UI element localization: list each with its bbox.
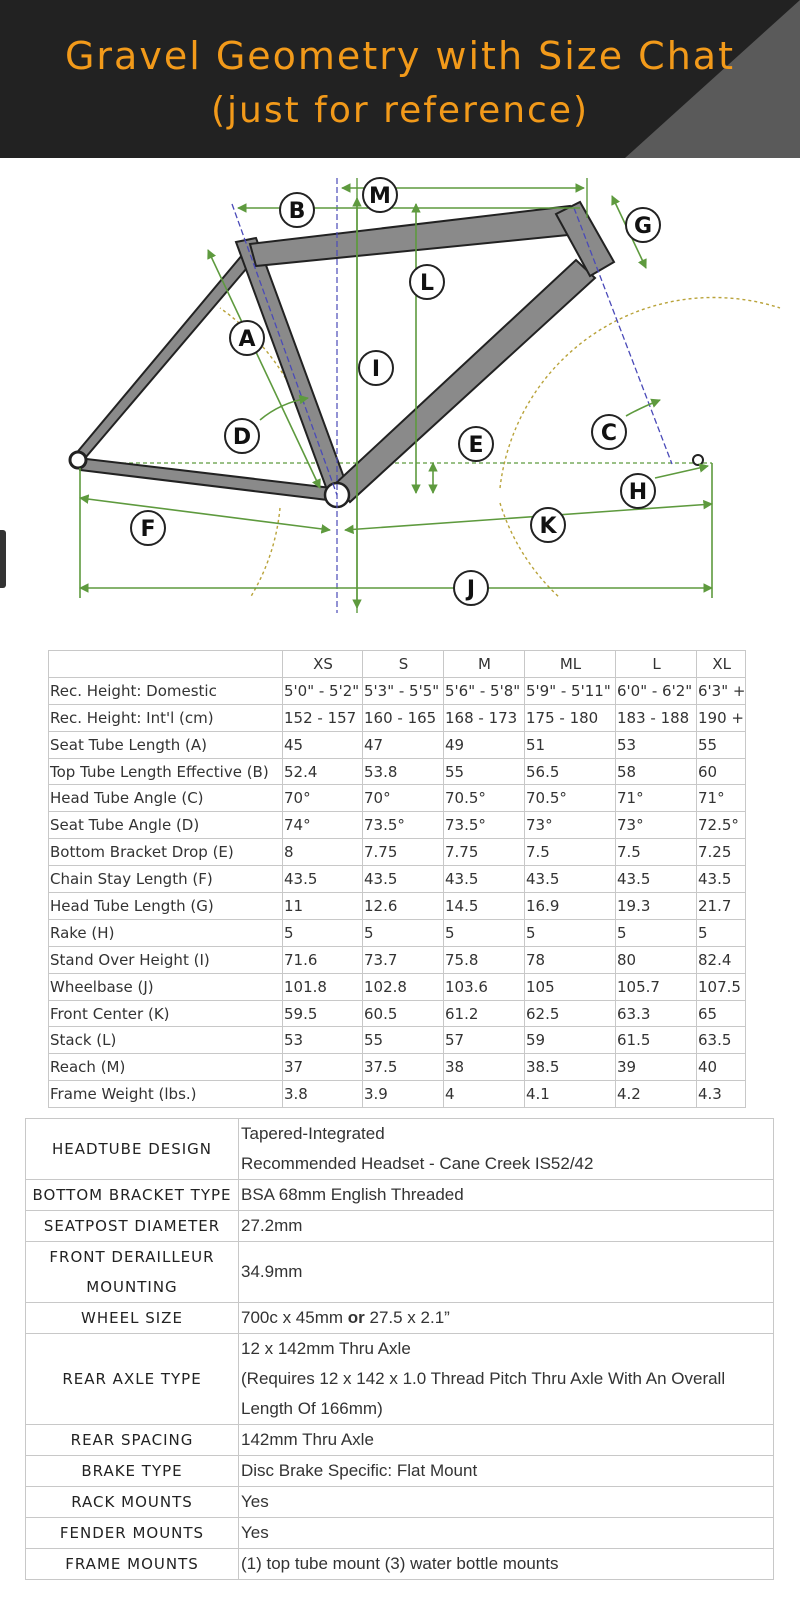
column-header-ml: ML [525, 651, 616, 678]
geometry-row [49, 785, 746, 812]
geometry-row [49, 1081, 746, 1108]
spec-row-seatpost [26, 1211, 774, 1242]
geometry-row [49, 758, 746, 785]
wheel-size-b: 27.5 x 2.1” [364, 1308, 450, 1327]
spec-row-wheel-size [26, 1303, 774, 1334]
geometry-cell: 65 [697, 1000, 746, 1027]
spec-value-rack: Yes [239, 1487, 774, 1518]
spec-key-brake: BRAKE TYPE [26, 1456, 239, 1487]
frame-geometry-diagram [0, 158, 800, 628]
geometry-cell: 70° [283, 785, 363, 812]
seat-tube [236, 238, 350, 498]
geometry-cell: 70.5° [444, 785, 525, 812]
spec-table [25, 1118, 774, 1580]
spec-value-rear-spacing: 142mm Thru Axle [239, 1425, 774, 1456]
geometry-row-label: Chain Stay Length (F) [49, 866, 283, 893]
geometry-cell: 7.75 [363, 839, 444, 866]
geometry-row [49, 1027, 746, 1054]
geometry-cell: 43.5 [444, 866, 525, 893]
geometry-cell: 51 [525, 731, 616, 758]
spec-value-fender: Yes [239, 1518, 774, 1549]
head-tube [556, 202, 614, 276]
geometry-row-label: Top Tube Length Effective (B) [49, 758, 283, 785]
svg-text:J: J [466, 577, 476, 602]
geometry-cell: 61.5 [616, 1027, 697, 1054]
geometry-cell: 175 - 180 [525, 704, 616, 731]
geometry-cell: 73° [616, 812, 697, 839]
headtube-line-2: Recommended Headset - Cane Creek IS52/42 [241, 1154, 594, 1173]
svg-text:A: A [238, 327, 256, 352]
geometry-row-label: Frame Weight (lbs.) [49, 1081, 283, 1108]
rear-axle-line-1: 12 x 142mm Thru Axle [241, 1339, 411, 1358]
geometry-row-label: Stand Over Height (I) [49, 946, 283, 973]
label-e-icon [459, 427, 493, 461]
svg-text:D: D [232, 425, 252, 450]
label-i-icon [359, 351, 393, 385]
spec-value-rear-axle [239, 1334, 774, 1425]
geometry-cell: 6'0" - 6'2" [616, 677, 697, 704]
spec-value-seatpost: 27.2mm [239, 1211, 774, 1242]
geometry-cell: 103.6 [444, 973, 525, 1000]
geometry-cell: 73.7 [363, 946, 444, 973]
label-l-icon [410, 265, 444, 299]
column-header-l: L [616, 651, 697, 678]
svg-text:M: M [369, 184, 391, 209]
spec-key-frame-mounts: FRAME MOUNTS [26, 1549, 239, 1580]
column-header-m: M [444, 651, 525, 678]
geometry-table [48, 650, 746, 1108]
geometry-cell: 11 [283, 893, 363, 920]
spec-key-rack: RACK MOUNTS [26, 1487, 239, 1518]
geometry-row [49, 839, 746, 866]
geometry-cell: 49 [444, 731, 525, 758]
geometry-cell: 62.5 [525, 1000, 616, 1027]
geometry-cell: 52.4 [283, 758, 363, 785]
geometry-cell: 14.5 [444, 893, 525, 920]
geometry-row-label: Head Tube Angle (C) [49, 785, 283, 812]
geometry-row [49, 893, 746, 920]
geometry-cell: 168 - 173 [444, 704, 525, 731]
rear-dropout [70, 452, 86, 468]
geometry-cell: 43.5 [363, 866, 444, 893]
geometry-cell: 7.75 [444, 839, 525, 866]
geometry-cell: 105 [525, 973, 616, 1000]
geometry-cell: 5'9" - 5'11" [525, 677, 616, 704]
geometry-cell: 45 [283, 731, 363, 758]
spec-row-headtube [26, 1119, 774, 1180]
geometry-cell: 43.5 [283, 866, 363, 893]
geometry-row-label: Stack (L) [49, 1027, 283, 1054]
geometry-row [49, 973, 746, 1000]
geometry-row [49, 812, 746, 839]
geometry-cell: 5 [283, 919, 363, 946]
page-subtitle: (just for reference) [210, 90, 590, 131]
geometry-row [49, 677, 746, 704]
spec-value-brake: Disc Brake Specific: Flat Mount [239, 1456, 774, 1487]
geometry-cell: 78 [525, 946, 616, 973]
geometry-cell: 21.7 [697, 893, 746, 920]
geometry-cell: 55 [363, 1027, 444, 1054]
geometry-table-body [49, 677, 746, 1107]
geometry-cell: 70° [363, 785, 444, 812]
geometry-cell: 71° [697, 785, 746, 812]
rear-axle-line-2: (Requires 12 x 142 x 1.0 Thread Pitch Thru Axle With An Overall [241, 1369, 726, 1388]
spec-key-seatpost: SEATPOST DIAMETER [26, 1211, 239, 1242]
spec-value-headtube [239, 1119, 774, 1180]
spec-row-frame-mounts [26, 1549, 774, 1580]
spec-value-wheel-size [239, 1303, 774, 1334]
geometry-cell: 7.25 [697, 839, 746, 866]
geometry-cell: 37.5 [363, 1054, 444, 1081]
label-d-icon [225, 419, 259, 453]
geometry-cell: 7.5 [525, 839, 616, 866]
geometry-cell: 8 [283, 839, 363, 866]
spec-key-fender: FENDER MOUNTS [26, 1518, 239, 1549]
spec-row-bottom-bracket [26, 1180, 774, 1211]
geometry-row-label: Head Tube Length (G) [49, 893, 283, 920]
geometry-row-label: Reach (M) [49, 1054, 283, 1081]
geometry-cell: 80 [616, 946, 697, 973]
geometry-cell: 37 [283, 1054, 363, 1081]
page-title: Gravel Geometry with Size Chat [64, 34, 735, 78]
svg-text:B: B [288, 199, 306, 224]
spec-key-headtube: HEADTUBE DESIGN [26, 1119, 239, 1180]
geometry-cell: 105.7 [616, 973, 697, 1000]
svg-text:H: H [628, 480, 648, 505]
geometry-cell: 53.8 [363, 758, 444, 785]
geometry-cell: 38.5 [525, 1054, 616, 1081]
geometry-row [49, 866, 746, 893]
geometry-row-label: Bottom Bracket Drop (E) [49, 839, 283, 866]
label-f-icon [131, 511, 165, 545]
geometry-row-label: Wheelbase (J) [49, 973, 283, 1000]
geometry-cell: 63.5 [697, 1027, 746, 1054]
geometry-row [49, 1054, 746, 1081]
label-k-icon [531, 508, 565, 542]
geometry-cell: 3.8 [283, 1081, 363, 1108]
geometry-cell: 152 - 157 [283, 704, 363, 731]
front-derailleur-label-2: MOUNTING [86, 1278, 178, 1296]
header-banner [0, 0, 800, 158]
geometry-cell: 3.9 [363, 1081, 444, 1108]
geometry-cell: 55 [444, 758, 525, 785]
geometry-row-label: Rec. Height: Domestic [49, 677, 283, 704]
geometry-cell: 53 [616, 731, 697, 758]
geometry-cell: 16.9 [525, 893, 616, 920]
label-g-icon [626, 208, 660, 242]
geometry-cell: 43.5 [697, 866, 746, 893]
geometry-cell: 5 [697, 919, 746, 946]
geometry-cell: 107.5 [697, 973, 746, 1000]
label-c-icon [592, 415, 626, 449]
spec-row-front-derailleur [26, 1242, 774, 1303]
chain-stay [78, 458, 340, 501]
geometry-cell: 72.5° [697, 812, 746, 839]
geometry-cell: 38 [444, 1054, 525, 1081]
svg-text:F: F [140, 517, 156, 542]
column-header-xs: XS [283, 651, 363, 678]
label-j-icon [454, 571, 488, 605]
svg-text:K: K [539, 514, 557, 539]
geometry-cell: 73.5° [363, 812, 444, 839]
label-m-icon [363, 178, 397, 212]
geometry-cell: 43.5 [525, 866, 616, 893]
bike-frame [74, 202, 614, 502]
geometry-cell: 73.5° [444, 812, 525, 839]
spec-value-frame-mounts: (1) top tube mount (3) water bottle mounts [239, 1549, 774, 1580]
spec-value-bottom-bracket: BSA 68mm English Threaded [239, 1180, 774, 1211]
svg-text:G: G [633, 214, 653, 239]
geometry-cell: 71.6 [283, 946, 363, 973]
geometry-row [49, 919, 746, 946]
front-axle [693, 455, 703, 465]
geometry-cell: 5 [444, 919, 525, 946]
geometry-cell: 61.2 [444, 1000, 525, 1027]
geometry-cell: 4.2 [616, 1081, 697, 1108]
svg-text:I: I [371, 357, 381, 382]
label-b-icon [280, 193, 314, 227]
svg-text:C: C [600, 421, 618, 446]
geometry-cell: 4 [444, 1081, 525, 1108]
spec-row-rear-axle [26, 1334, 774, 1425]
geometry-cell: 160 - 165 [363, 704, 444, 731]
geometry-cell: 57 [444, 1027, 525, 1054]
geometry-cell: 59.5 [283, 1000, 363, 1027]
column-header-s: S [363, 651, 444, 678]
geometry-cell: 82.4 [697, 946, 746, 973]
spec-key-bottom-bracket: BOTTOM BRACKET TYPE [26, 1180, 239, 1211]
geometry-cell: 59 [525, 1027, 616, 1054]
geometry-cell: 7.5 [616, 839, 697, 866]
spec-row-rear-spacing [26, 1425, 774, 1456]
geometry-cell: 12.6 [363, 893, 444, 920]
geometry-row-label: Front Center (K) [49, 1000, 283, 1027]
geometry-cell: 5 [525, 919, 616, 946]
geometry-cell: 101.8 [283, 973, 363, 1000]
geometry-cell: 53 [283, 1027, 363, 1054]
label-h-icon [621, 474, 655, 508]
geometry-cell: 6'3" + [697, 677, 746, 704]
geometry-cell: 190 + [697, 704, 746, 731]
geometry-cell: 39 [616, 1054, 697, 1081]
geometry-cell: 5'6" - 5'8" [444, 677, 525, 704]
geometry-cell: 5'3" - 5'5" [363, 677, 444, 704]
geometry-header-row [49, 651, 746, 678]
geometry-cell: 60 [697, 758, 746, 785]
geometry-cell: 5 [616, 919, 697, 946]
spec-key-front-derailleur [26, 1242, 239, 1303]
geometry-cell: 183 - 188 [616, 704, 697, 731]
geometry-cell: 73° [525, 812, 616, 839]
wheel-size-or: or [347, 1308, 365, 1327]
geometry-row [49, 946, 746, 973]
geometry-cell: 4.3 [697, 1081, 746, 1108]
geometry-row [49, 731, 746, 758]
geometry-row-label: Rec. Height: Int'l (cm) [49, 704, 283, 731]
geometry-cell: 4.1 [525, 1081, 616, 1108]
geometry-cell: 102.8 [363, 973, 444, 1000]
spec-row-rack [26, 1487, 774, 1518]
geometry-cell: 56.5 [525, 758, 616, 785]
geometry-cell: 5 [363, 919, 444, 946]
spec-row-fender [26, 1518, 774, 1549]
spec-key-rear-spacing: REAR SPACING [26, 1425, 239, 1456]
geometry-cell: 71° [616, 785, 697, 812]
geometry-row [49, 704, 746, 731]
header-corner-stripe [625, 0, 800, 158]
geometry-cell: 58 [616, 758, 697, 785]
column-header-xl: XL [697, 651, 746, 678]
spec-row-brake [26, 1456, 774, 1487]
label-a-icon [230, 321, 264, 355]
spec-key-rear-axle: REAR AXLE TYPE [26, 1334, 239, 1425]
geometry-cell: 60.5 [363, 1000, 444, 1027]
spec-key-wheel-size: WHEEL SIZE [26, 1303, 239, 1334]
geometry-cell: 19.3 [616, 893, 697, 920]
column-header [49, 651, 283, 678]
front-derailleur-label-1: FRONT DERAILLEUR [49, 1248, 215, 1266]
geometry-row-label: Rake (H) [49, 919, 283, 946]
wheel-size-a: 700c x 45mm [241, 1308, 348, 1327]
headtube-line-1: Tapered-Integrated [241, 1124, 385, 1143]
geometry-row [49, 1000, 746, 1027]
geometry-cell: 74° [283, 812, 363, 839]
geometry-cell: 70.5° [525, 785, 616, 812]
geometry-row-label: Seat Tube Angle (D) [49, 812, 283, 839]
geometry-cell: 5'0" - 5'2" [283, 677, 363, 704]
geometry-cell: 75.8 [444, 946, 525, 973]
geometry-row-label: Seat Tube Length (A) [49, 731, 283, 758]
geometry-cell: 40 [697, 1054, 746, 1081]
geometry-cell: 47 [363, 731, 444, 758]
rear-axle-line-3: Length Of 166mm) [241, 1399, 383, 1418]
svg-text:E: E [468, 433, 484, 458]
geometry-cell: 55 [697, 731, 746, 758]
svg-text:L: L [419, 271, 435, 296]
geometry-cell: 43.5 [616, 866, 697, 893]
spec-value-front-derailleur: 34.9mm [239, 1242, 774, 1303]
geometry-cell: 63.3 [616, 1000, 697, 1027]
